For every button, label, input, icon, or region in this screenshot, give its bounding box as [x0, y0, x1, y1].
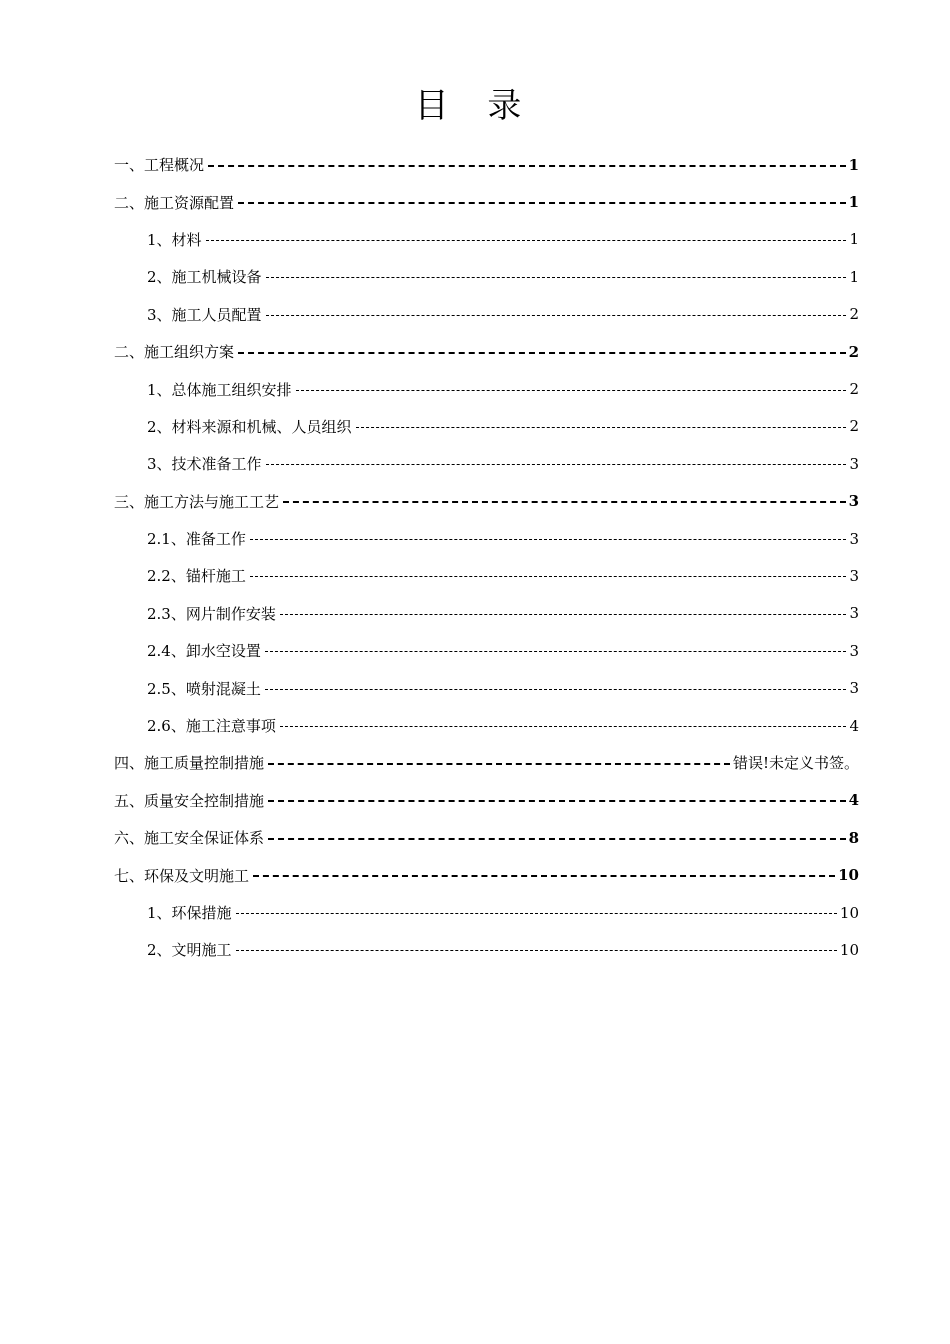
toc-page-number: 10 — [839, 903, 859, 922]
toc-entry[interactable] — [147, 894, 859, 931]
toc-leader-dashes — [236, 950, 837, 951]
toc-entry[interactable] — [147, 557, 859, 594]
toc-entry-label: 1、环保措施 — [147, 904, 232, 922]
toc-entry[interactable] — [147, 632, 859, 669]
toc-entry[interactable] — [114, 856, 859, 893]
toc-entry-label: 2、施工机械设备 — [147, 268, 262, 287]
toc-page-number: 3 — [849, 679, 859, 698]
toc-leader-dashes — [356, 427, 847, 428]
toc-page-number: 2 — [849, 305, 859, 324]
toc-leader-dashes — [268, 838, 846, 840]
toc-entry-label: 六、施工安全保证体系 — [114, 829, 265, 848]
toc-entry-label: 3、技术准备工作 — [147, 455, 262, 474]
toc-entry[interactable] — [147, 669, 859, 706]
toc-leader-dashes — [283, 501, 846, 503]
toc-entry[interactable] — [147, 445, 859, 482]
toc-page-number: 3 — [848, 492, 859, 511]
toc-entry-label: 五、质量安全控制措施 — [114, 791, 265, 810]
toc-entry[interactable] — [114, 333, 859, 370]
toc-entry-label: 1、总体施工组织安排 — [147, 380, 292, 399]
toc-leader-dashes — [266, 277, 847, 278]
toc-entry-label: 2.3、网片制作安装 — [147, 604, 276, 623]
toc-leader-dashes — [265, 689, 847, 690]
toc-leader-dashes — [296, 390, 847, 391]
toc-entry[interactable] — [147, 258, 859, 295]
toc-page-number: 10 — [838, 866, 859, 885]
toc-entry[interactable] — [147, 595, 859, 632]
toc-page-number: 2 — [849, 417, 859, 436]
toc-entry-label: 2.5、喷射混凝土 — [147, 679, 261, 698]
toc-entry-label: 2.2、锚杆施工 — [147, 567, 246, 586]
page-title: 目 录 — [414, 86, 536, 126]
toc-entry-label: 2.6、施工注意事项 — [147, 717, 276, 736]
toc-entry[interactable] — [147, 370, 859, 407]
toc-leader-dashes — [250, 576, 847, 577]
toc-entry[interactable] — [147, 520, 859, 557]
toc-leader-dashes — [238, 352, 846, 354]
toc-page-number: 10 — [839, 940, 859, 959]
toc-entry[interactable] — [114, 146, 859, 183]
toc-page-number: 2 — [849, 380, 859, 399]
toc-entry-label: 四、施工质量控制措施 — [114, 754, 265, 773]
toc-entry-label: 二、施工资源配置 — [114, 193, 235, 212]
toc-page-number: 1 — [849, 230, 859, 249]
table-of-contents — [0, 146, 950, 969]
toc-entry[interactable] — [147, 707, 859, 744]
toc-leader-dashes — [208, 165, 846, 167]
toc-leader-dashes — [236, 913, 837, 914]
toc-entry-label: 三、施工方法与施工工艺 — [114, 492, 280, 511]
toc-entry[interactable] — [114, 819, 859, 856]
toc-leader-dashes — [268, 763, 730, 765]
toc-entry[interactable] — [147, 296, 859, 333]
toc-page-number: 8 — [848, 828, 859, 847]
toc-entry-label: 2.1、准备工作 — [147, 530, 246, 549]
toc-entry[interactable] — [114, 744, 859, 781]
toc-page-number: 1 — [848, 155, 859, 174]
toc-page-number: 4 — [849, 716, 859, 735]
toc-entry[interactable] — [114, 183, 859, 220]
toc-page-number: 1 — [849, 267, 859, 286]
toc-error-message: 错误!未定义书签。 — [732, 754, 859, 773]
toc-entry-label: 二、施工组织方案 — [114, 343, 235, 362]
toc-entry-label: 1、材料 — [147, 230, 202, 249]
toc-entry-label: 2、文明施工 — [147, 941, 232, 960]
toc-leader-dashes — [238, 202, 846, 204]
toc-entry[interactable] — [114, 782, 859, 819]
toc-leader-dashes — [268, 800, 846, 802]
toc-entry-label: 3、施工人员配置 — [147, 305, 262, 324]
toc-page-number: 4 — [848, 791, 859, 810]
toc-entry-label: 2.4、卸水空设置 — [147, 642, 261, 661]
toc-entry-label: 一、工程概况 — [114, 156, 205, 175]
toc-page-number: 3 — [849, 641, 859, 660]
toc-leader-dashes — [266, 464, 847, 465]
toc-page-number: 1 — [848, 193, 859, 212]
toc-entry-label: 七、环保及文明施工 — [114, 866, 250, 885]
toc-entry[interactable] — [147, 931, 859, 968]
toc-leader-dashes — [280, 726, 847, 727]
toc-entry-label: 2、材料来源和机械、人员组织 — [147, 417, 352, 436]
toc-entry[interactable] — [147, 221, 859, 258]
toc-page-number: 3 — [849, 566, 859, 585]
toc-leader-dashes — [265, 651, 847, 652]
toc-page-number: 3 — [849, 604, 859, 623]
toc-leader-dashes — [250, 539, 847, 540]
toc-page-number: 3 — [849, 529, 859, 548]
toc-entry[interactable] — [114, 483, 859, 520]
toc-page-number: 2 — [848, 342, 859, 361]
toc-leader-dashes — [206, 240, 847, 241]
toc-page-number: 3 — [849, 454, 859, 473]
toc-leader-dashes — [280, 614, 847, 615]
toc-entry[interactable] — [147, 408, 859, 445]
toc-leader-dashes — [253, 875, 835, 877]
toc-leader-dashes — [266, 315, 847, 316]
